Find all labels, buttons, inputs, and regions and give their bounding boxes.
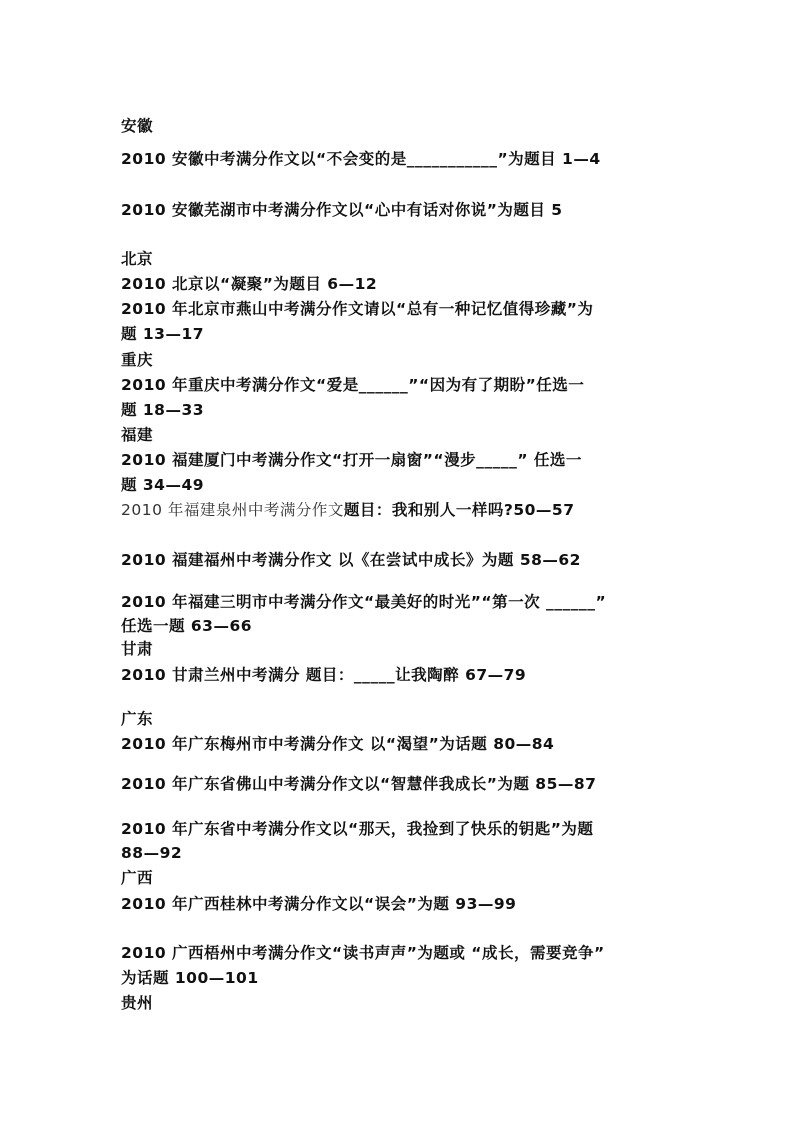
- toc-entry: 2010 年广东梅州市中考满分作文 以“渴望”为话题 80—84: [121, 735, 555, 753]
- heading-guizhou: 贵州: [121, 994, 154, 1012]
- toc-entry-quanzhou-title: 题目：我和别人一样吗?50—57: [343, 501, 575, 519]
- toc-entry: 2010 年广东省中考满分作文以“那天，我捡到了快乐的钥匙”为题: [121, 820, 594, 838]
- toc-entry: 2010 广西梧州中考满分作文“读书声声”为题或 “成长，需要竞争”: [121, 944, 605, 962]
- toc-entry-continued: 题 34—49: [121, 476, 205, 494]
- toc-entry-continued: 任选一题 63—66: [121, 617, 253, 635]
- heading-beijing: 北京: [121, 250, 154, 268]
- toc-entry-quanzhou: [121, 499, 691, 521]
- heading-anhui: 安徽: [121, 117, 154, 135]
- toc-entry: 2010 甘肃兰州中考满分 题目：_____让我陶醉 67—79: [121, 666, 527, 684]
- toc-entry: 2010 北京以“凝聚”为题目 6—12: [121, 275, 378, 293]
- heading-guangdong: 广东: [121, 710, 154, 728]
- toc-entry: 2010 年广东省佛山中考满分作文以“智慧伴我成长”为题 85—87: [121, 775, 597, 793]
- toc-entry: 2010 年北京市燕山中考满分作文请以“总有一种记忆值得珍藏”为: [121, 300, 594, 318]
- heading-chongqing: 重庆: [121, 351, 154, 369]
- toc-entry: 2010 年重庆中考满分作文“爱是______”“因为有了期盼”任选一: [121, 376, 585, 394]
- toc-entry: 2010 年福建三明市中考满分作文“最美好的时光”“第一次 ______”: [121, 593, 607, 611]
- heading-guangxi: 广西: [121, 869, 154, 887]
- toc-entry-continued: 为话题 100—101: [121, 969, 259, 987]
- toc-entry-continued: 88—92: [121, 844, 183, 862]
- toc-entry-quanzhou-prefix: 2010 年福建泉州中考满分作文: [121, 501, 344, 519]
- toc-entry: 2010 年广西桂林中考满分作文以“误会”为题 93—99: [121, 895, 517, 913]
- toc-entry: 2010 安徽芜湖市中考满分作文以“心中有话对你说”为题目 5: [121, 201, 563, 219]
- heading-gansu: 甘肃: [121, 640, 154, 658]
- toc-entry: 2010 福建福州中考满分作文 以《在尝试中成长》为题 58—62: [121, 551, 581, 569]
- toc-entry-continued: 题 18—33: [121, 401, 205, 419]
- toc-entry-continued: 题 13—17: [121, 325, 205, 343]
- heading-fujian: 福建: [121, 426, 154, 444]
- toc-entry: 2010 安徽中考满分作文以“不会变的是___________”为题目 1—4: [121, 150, 601, 168]
- toc-entry: 2010 福建厦门中考满分作文“打开一扇窗”“漫步_____” 任选一: [121, 451, 582, 469]
